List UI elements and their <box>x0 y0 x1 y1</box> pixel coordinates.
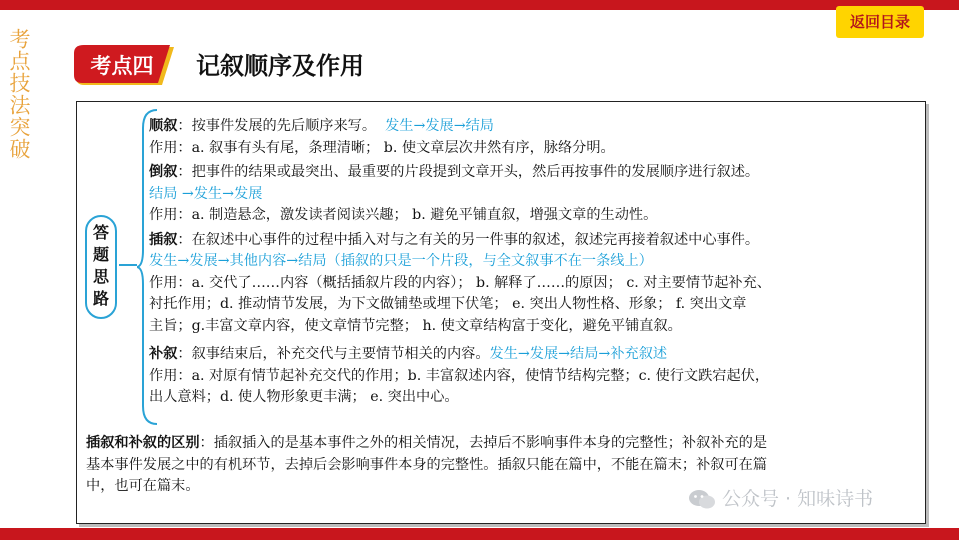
sequence: 发生→发展→结局 <box>385 118 494 134</box>
badge-label: 考点四 <box>90 54 154 78</box>
answer-approach-label <box>85 215 117 319</box>
item-chaxu-definition <box>149 230 919 252</box>
term: 倒叙 <box>149 164 178 180</box>
side-title: 考点技法突破 <box>7 28 31 160</box>
effect-line: 作用：a. 对原有情节起补充交代的作用；b. 丰富叙述内容，使情节结构完整；c. 使行文跌宕起伏， <box>149 367 770 384</box>
item-sunxu-definition <box>149 116 919 138</box>
answer-label-char: 思 <box>92 267 109 286</box>
difference-line: 中，也可在篇末。 <box>86 478 200 494</box>
sequence: 发生→发展→结局→补充叙述 <box>489 346 668 362</box>
answer-content <box>149 116 919 409</box>
sequence: 结局 →发生→发展 <box>149 185 263 202</box>
section-title: 记叙顺序及作用 <box>196 52 364 80</box>
bottom-red-bar <box>0 528 959 540</box>
effect-line: 作用：a. 制造悬念，激发读者阅读兴趣； b. 避免平铺直叙，增强文章的生动性。 <box>149 207 658 223</box>
item-buxu-definition <box>149 344 919 366</box>
definition: ：在叙述中心事件的过程中插入对与之有关的另一件事的叙述，叙述完再接着叙述中心事件。 <box>177 231 760 248</box>
effect-line: 出人意料；d. 使人物形象更丰满； e. 突出中心。 <box>149 389 459 405</box>
wechat-icon <box>688 489 716 511</box>
definition: ：按事件发展的先后顺序来写。 <box>177 118 377 134</box>
effect-line: 主旨；g.丰富文章内容，使文章情节完整； h. 使文章结构富于变化，避免平铺直叙。 <box>149 317 682 334</box>
difference-term: 插叙和补叙的区别 <box>86 435 200 451</box>
top-red-bar <box>0 0 959 10</box>
effect-line: 作用：a. 叙事有头有尾，条理清晰； b. 使文章层次井然有序，脉络分明。 <box>149 139 615 156</box>
item-daoxu-definition <box>149 162 919 184</box>
answer-label-char: 答 <box>92 223 109 242</box>
definition: ：叙事结束后，补充交代与主要情节相关的内容。 <box>177 346 490 362</box>
section-badge <box>74 45 182 87</box>
answer-label-char: 路 <box>92 289 109 308</box>
term: 插叙 <box>149 231 178 248</box>
term: 补叙 <box>149 346 178 362</box>
effect-line: 作用：a. 交代了……内容（概括插叙片段的内容）； b. 解释了……的原因； c. 对主要情节起补充、 <box>149 274 771 291</box>
definition: ：把事件的结果或最突出、最重要的片段提到文章开头，然后再按事件的发展顺序进行叙述。 <box>177 164 760 180</box>
back-to-toc-button[interactable]: 返回目录 <box>836 6 924 38</box>
watermark-text: 公众号 · 知味诗书 <box>722 488 874 510</box>
difference-line: ：插叙插入的是基本事件之外的相关情况，去掉后不影响事件本身的完整性；补叙补充的是 <box>199 435 768 451</box>
watermark <box>688 484 873 514</box>
answer-label-char: 题 <box>92 245 109 264</box>
term: 顺叙 <box>149 118 178 134</box>
sequence: 发生→发展→其他内容→结局（插叙的只是一个片段，与全文叙事不在一条线上） <box>149 253 653 269</box>
difference-line: 基本事件发展之中的有机环节，去掉后会影响事件本身的完整性。插叙只能在篇中，不能在篇末；补叙可在篇 <box>86 456 768 473</box>
label-connector <box>119 264 137 266</box>
effect-line: 衬托作用；d. 推动情节发展，为下文做铺垫或埋下伏笔； e. 突出人物性格、形象； f. 突出文章 <box>149 296 747 312</box>
